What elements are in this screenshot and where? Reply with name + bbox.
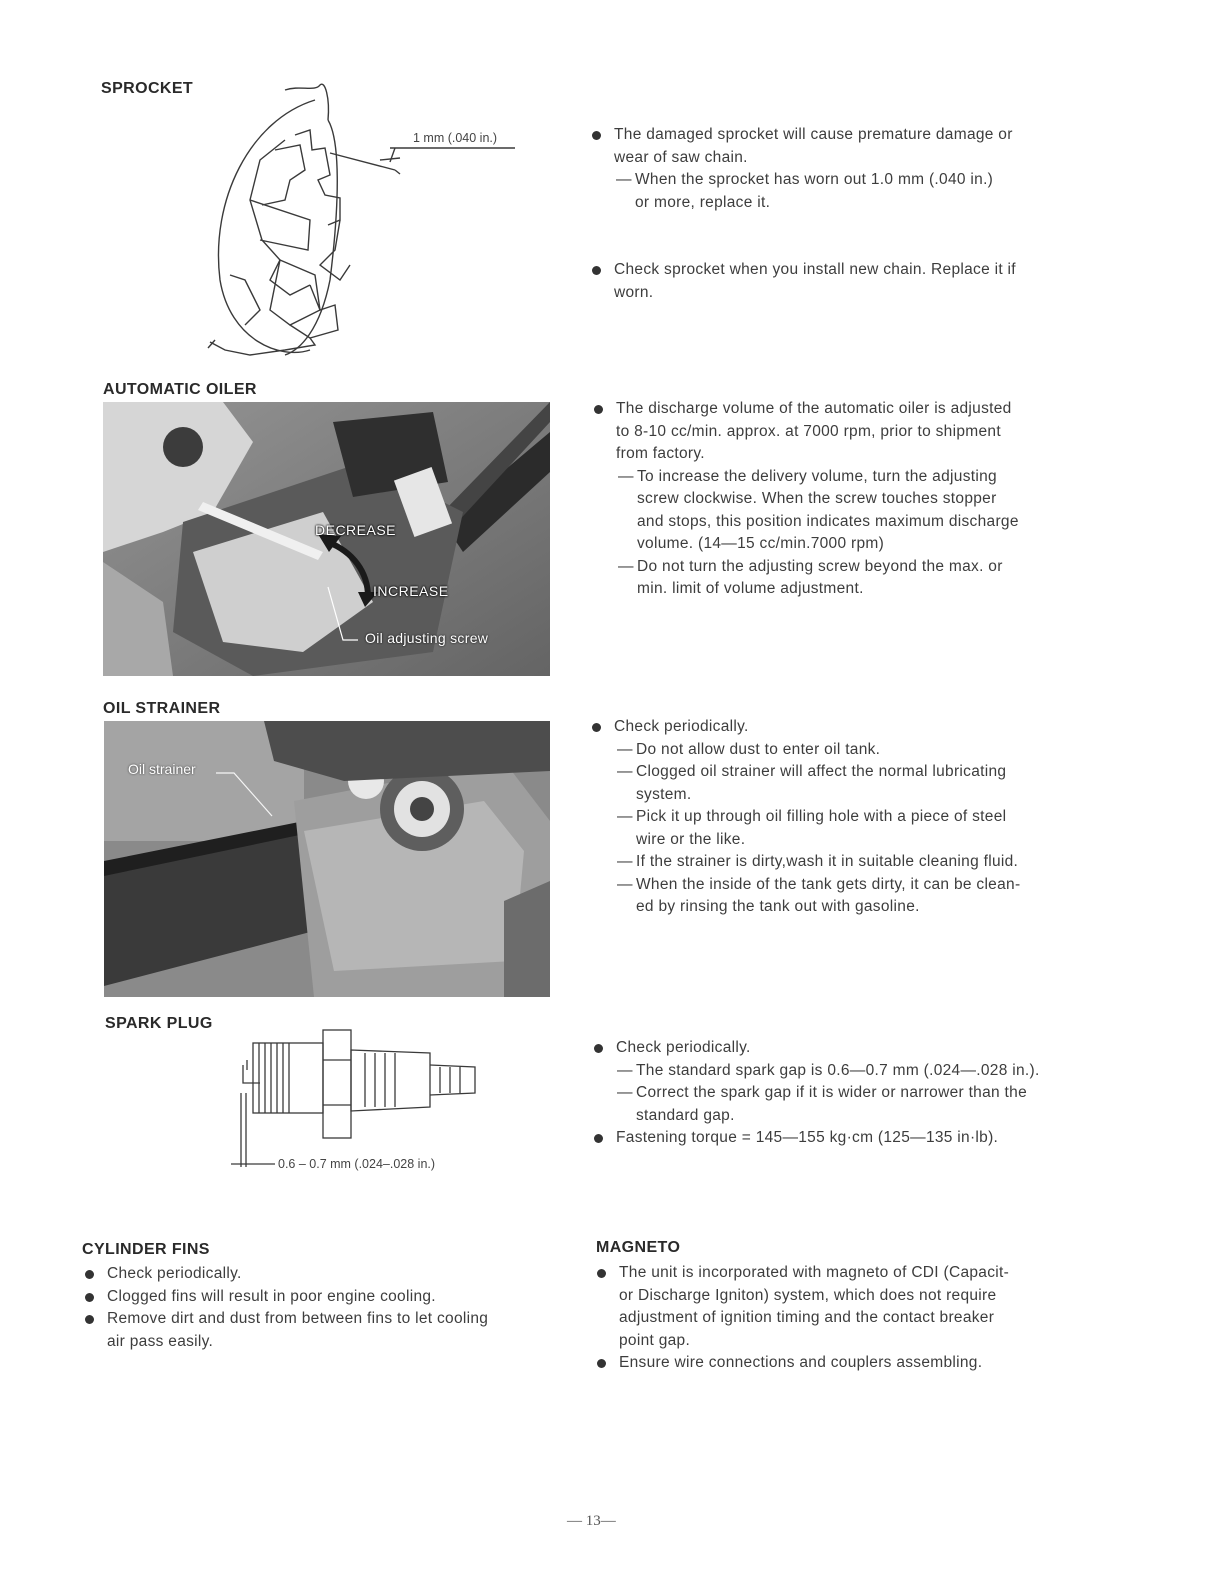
- bullet-icon: [592, 723, 601, 732]
- strainer-text: Check periodically. — Do not allow dust to enter oil tank. — Clogged oil strainer will affect the normal lubricating system. — Pick it up through oil filling hole with a piece of steel wire or the like. — If the strainer is dirty,wash it in suitable cleaning fluid. — When the inside of the tank gets dirty, it can be clean- ed by rinsing the tank out with gasoline.: [614, 716, 1104, 919]
- sprocket-diagram: [190, 80, 530, 380]
- bullet-icon: [594, 1134, 603, 1143]
- spark-gap-label: 0.6 – 0.7 mm (.024–.028 in.): [278, 1157, 436, 1171]
- bullet-icon: [85, 1293, 94, 1302]
- bullet-icon: [592, 266, 601, 275]
- spark-text: Check periodically. — The standard spark gap is 0.6—0.7 mm (.024—.028 in.). — Correct the spark gap if it is wider or narrower than the standard gap. Fastening torque = 145—155 kg·cm (125—135 in·lb).: [616, 1037, 1106, 1150]
- bullet-icon: [594, 405, 603, 414]
- cylinder-text: Check periodically. Clogged fins will result in poor engine cooling. Remove dirt and dust from between fins to let cooling air pass easily.: [107, 1263, 587, 1353]
- magneto-heading: MAGNETO: [596, 1239, 681, 1256]
- strainer-photo: [104, 721, 550, 997]
- sprocket-dimension-label: 1 mm (.040 in.): [413, 131, 498, 145]
- bullet-icon: [597, 1269, 606, 1278]
- bullet-icon: [594, 1044, 603, 1053]
- spark-heading: SPARK PLUG: [105, 1015, 213, 1032]
- oiler-heading: AUTOMATIC OILER: [103, 381, 257, 398]
- magneto-text: The unit is incorporated with magneto of CDI (Capacit- or Discharge Igniton) system, which does not require adjustment of ignition timing and the contact breaker point gap. Ensure wire connections and couplers assembling.: [619, 1262, 1109, 1375]
- strainer-heading: OIL STRAINER: [103, 700, 221, 717]
- oiler-photo: [103, 402, 550, 676]
- cylinder-heading: CYLINDER FINS: [82, 1241, 210, 1258]
- sprocket-bullet-1: The damaged sprocket will cause premature damage or wear of saw chain. — When the sprocket has worn out 1.0 mm (.040 in.) or more, replace it.: [614, 124, 1104, 214]
- sprocket-heading: SPROCKET: [101, 80, 194, 97]
- spark-plug-diagram: [225, 1025, 495, 1175]
- increase-label: INCREASE: [373, 583, 449, 599]
- bullet-icon: [85, 1315, 94, 1324]
- bullet-icon: [592, 131, 601, 140]
- sprocket-bullet-2: Check sprocket when you install new chain. Replace it if worn.: [614, 259, 1104, 304]
- decrease-label: DECREASE: [315, 522, 397, 538]
- oiler-text: The discharge volume of the automatic oiler is adjusted to 8-10 cc/min. approx. at 7000 rpm, prior to shipment from factory. — To increase the delivery volume, turn the adjusting screw clockwise. When the screw touches stopper and stops, this position indicates maximum discharge volume. (14—15 cc/min.7000 rpm) — Do not turn the adjusting screw beyond the max. or min. limit of volume adjustment.: [616, 398, 1106, 601]
- oil-strainer-label: Oil strainer: [128, 761, 196, 777]
- bullet-icon: [597, 1359, 606, 1368]
- oil-adjusting-screw-label: Oil adjusting screw: [365, 630, 489, 646]
- bullet-icon: [85, 1270, 94, 1279]
- page-number: — 13—: [567, 1513, 616, 1529]
